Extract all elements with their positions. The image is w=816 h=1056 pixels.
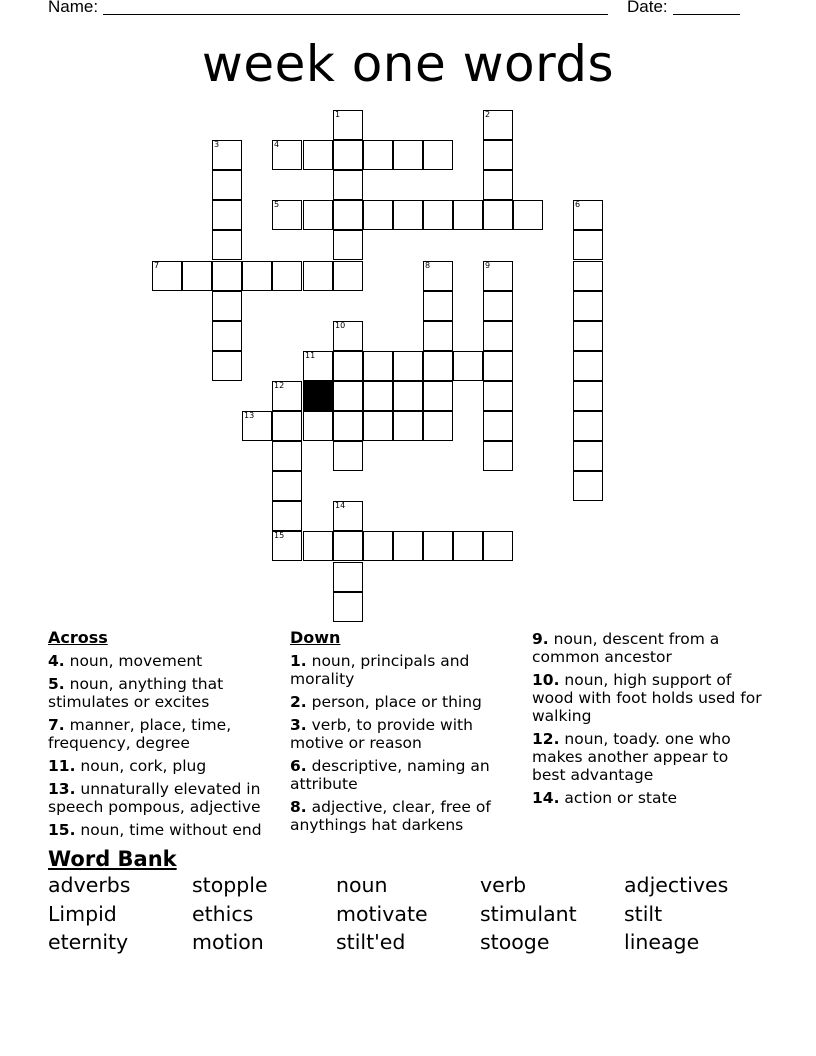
crossword-cell[interactable] <box>333 351 363 381</box>
crossword-cell[interactable] <box>483 200 513 230</box>
word-bank-word: adjectives <box>624 873 729 897</box>
cell-number: 7 <box>154 261 160 270</box>
crossword-cell[interactable] <box>483 381 513 411</box>
clue-number: 2. <box>290 693 307 711</box>
crossword-cell[interactable] <box>212 230 242 260</box>
crossword-cell[interactable] <box>272 411 302 441</box>
crossword-cell[interactable] <box>573 441 603 471</box>
crossword-cell[interactable] <box>423 411 453 441</box>
word-bank-word: motivate <box>336 901 428 926</box>
cell-number: 3 <box>214 140 220 149</box>
word-bank-word: verb <box>480 873 527 897</box>
clue-item <box>290 652 520 688</box>
crossword-cell[interactable] <box>333 200 363 230</box>
crossword-cell[interactable] <box>483 321 513 351</box>
crossword-cell[interactable] <box>453 200 483 230</box>
clue-text: unnaturally elevated in speech pompous, adjective <box>48 780 261 816</box>
clue-number: 12. <box>532 730 560 748</box>
clue-item <box>48 716 278 752</box>
crossword-cell[interactable] <box>333 261 363 291</box>
down-clues <box>290 628 520 839</box>
clue-text: noun, high support of wood with foot holds used for walking <box>532 671 762 725</box>
crossword-cell[interactable] <box>423 351 453 381</box>
crossword-cell[interactable] <box>483 110 513 140</box>
clue-text: noun, anything that stimulates or excites <box>48 675 224 711</box>
crossword-cell[interactable] <box>333 592 363 622</box>
clue-text: person, place or thing <box>306 693 482 711</box>
crossword-black-cell <box>303 381 333 411</box>
cell-number: 10 <box>335 321 346 330</box>
date-label: Date: <box>627 0 668 16</box>
clue-item <box>532 789 762 807</box>
cell-number: 1 <box>335 110 341 119</box>
cell-number: 12 <box>274 381 285 390</box>
down-heading: Down <box>290 628 341 647</box>
crossword-cell[interactable] <box>212 140 242 170</box>
crossword-cell[interactable] <box>303 140 333 170</box>
crossword-cell[interactable] <box>272 441 302 471</box>
crossword-cell[interactable] <box>573 291 603 321</box>
clue-number: 6. <box>290 757 307 775</box>
crossword-cell[interactable] <box>363 200 393 230</box>
clue-text: action or state <box>559 789 678 807</box>
crossword-cell[interactable] <box>453 351 483 381</box>
crossword-cell[interactable] <box>363 140 393 170</box>
crossword-cell[interactable] <box>423 140 453 170</box>
cell-number: 4 <box>274 140 280 149</box>
cell-number: 9 <box>485 261 491 270</box>
crossword-cell[interactable] <box>483 261 513 291</box>
clue-item <box>290 757 520 793</box>
clue-number: 13. <box>48 780 76 798</box>
clue-number: 14. <box>532 789 560 807</box>
crossword-cell[interactable] <box>483 351 513 381</box>
clue-item <box>48 757 278 775</box>
crossword-cell[interactable] <box>393 200 423 230</box>
clue-number: 11. <box>48 757 76 775</box>
crossword-cell[interactable] <box>333 230 363 260</box>
crossword-cell[interactable] <box>393 140 423 170</box>
clue-text: noun, time without end <box>75 821 262 839</box>
crossword-cell[interactable] <box>483 531 513 561</box>
crossword-cell[interactable] <box>272 261 302 291</box>
crossword-cell[interactable] <box>483 170 513 200</box>
crossword-cell[interactable] <box>423 200 453 230</box>
word-bank-word: noun <box>336 873 388 897</box>
clue-number: 7. <box>48 716 65 734</box>
crossword-cell[interactable] <box>333 321 363 351</box>
crossword-cell[interactable] <box>333 411 363 441</box>
crossword-cell[interactable] <box>272 471 302 501</box>
crossword-cell[interactable] <box>212 291 242 321</box>
clue-number: 1. <box>290 652 307 670</box>
crossword-cell[interactable] <box>333 110 363 140</box>
crossword-cell[interactable] <box>303 351 333 381</box>
crossword-cell[interactable] <box>573 261 603 291</box>
crossword-cell[interactable] <box>212 261 242 291</box>
clue-number: 15. <box>48 821 76 839</box>
crossword-cell[interactable] <box>573 200 603 230</box>
crossword-cell[interactable] <box>573 381 603 411</box>
clue-item <box>290 693 520 711</box>
clue-number: 10. <box>532 671 560 689</box>
crossword-cell[interactable] <box>423 381 453 411</box>
clue-text: verb, to provide with motive or reason <box>290 716 473 752</box>
cell-number: 8 <box>425 261 431 270</box>
crossword-cell[interactable] <box>513 200 543 230</box>
crossword-cell[interactable] <box>303 261 333 291</box>
crossword-cell[interactable] <box>423 321 453 351</box>
clue-text: noun, cork, plug <box>75 757 207 775</box>
clue-text: manner, place, time, frequency, degree <box>48 716 232 752</box>
crossword-cell[interactable] <box>423 291 453 321</box>
crossword-cell[interactable] <box>272 381 302 411</box>
crossword-cell[interactable] <box>363 351 393 381</box>
crossword-cell[interactable] <box>573 471 603 501</box>
cell-number: 15 <box>274 531 285 540</box>
crossword-cell[interactable] <box>333 381 363 411</box>
clue-item <box>48 675 278 711</box>
clue-item <box>48 821 278 839</box>
clue-text: descriptive, naming an attribute <box>290 757 490 793</box>
crossword-cell[interactable] <box>573 321 603 351</box>
cell-number: 2 <box>485 110 491 119</box>
crossword-cell[interactable] <box>483 291 513 321</box>
across-heading: Across <box>48 628 108 647</box>
word-bank-word: eternity <box>48 930 129 954</box>
crossword-cell[interactable] <box>272 140 302 170</box>
crossword-cell[interactable] <box>393 351 423 381</box>
clue-text: adjective, clear, free of anythings hat darkens <box>290 798 491 834</box>
name-label: Name: <box>48 0 99 16</box>
clue-number: 3. <box>290 716 307 734</box>
crossword-cell[interactable] <box>423 261 453 291</box>
cell-number: 14 <box>335 501 346 510</box>
clue-number: 5. <box>48 675 65 693</box>
crossword-cell[interactable] <box>303 411 333 441</box>
word-bank-word: stooge <box>480 930 550 954</box>
crossword-cell[interactable] <box>212 351 242 381</box>
clue-item <box>532 671 762 725</box>
crossword-cell[interactable] <box>363 411 393 441</box>
crossword-cell[interactable] <box>393 381 423 411</box>
cell-number: 11 <box>305 351 316 360</box>
crossword-cell[interactable] <box>152 261 182 291</box>
clue-item <box>532 730 762 784</box>
clue-number: 8. <box>290 798 307 816</box>
word-bank-word: adverbs <box>48 873 131 897</box>
crossword-cell[interactable] <box>242 411 272 441</box>
word-bank-word: stilt <box>624 901 663 926</box>
clue-text: noun, principals and morality <box>290 652 470 688</box>
crossword-cell[interactable] <box>333 501 363 531</box>
crossword-cell[interactable] <box>272 200 302 230</box>
word-bank-word: stopple <box>192 873 268 897</box>
cell-number: 5 <box>274 200 280 209</box>
crossword-cell[interactable] <box>303 200 333 230</box>
crossword-cell[interactable] <box>573 411 603 441</box>
clue-text: noun, descent from a common ancestor <box>532 630 720 666</box>
word-bank-word: motion <box>192 930 264 954</box>
crossword-cell[interactable] <box>333 531 363 561</box>
crossword-cell[interactable] <box>242 261 272 291</box>
crossword-cell[interactable] <box>483 140 513 170</box>
crossword-cell[interactable] <box>363 531 393 561</box>
clue-text: noun, toady. one who makes another appear to best advantage <box>532 730 731 784</box>
clue-item <box>532 630 762 666</box>
crossword-cell[interactable] <box>303 531 333 561</box>
crossword-cell[interactable] <box>393 531 423 561</box>
down-clues-continued <box>532 630 762 812</box>
crossword-cell[interactable] <box>423 531 453 561</box>
crossword-cell[interactable] <box>272 531 302 561</box>
crossword-cell[interactable] <box>212 200 242 230</box>
clue-item <box>48 780 278 816</box>
word-bank-heading: Word Bank <box>48 847 177 871</box>
clue-number: 9. <box>532 630 549 648</box>
clue-item <box>48 652 278 670</box>
across-clues <box>48 628 278 844</box>
crossword-cell[interactable] <box>212 321 242 351</box>
cell-number: 13 <box>244 411 255 420</box>
clue-number: 4. <box>48 652 65 670</box>
crossword-cell[interactable] <box>363 381 393 411</box>
crossword-cell[interactable] <box>333 562 363 592</box>
clue-text: noun, movement <box>64 652 203 670</box>
crossword-cell[interactable] <box>573 351 603 381</box>
word-bank-word: stimulant <box>480 901 577 926</box>
crossword-cell[interactable] <box>333 441 363 471</box>
page-title: week one words <box>201 35 615 93</box>
crossword-cell[interactable] <box>393 411 423 441</box>
word-bank-word: ethics <box>192 901 254 926</box>
clue-item <box>290 798 520 834</box>
word-bank-word: lineage <box>624 930 700 954</box>
cell-number: 6 <box>575 200 581 209</box>
clue-item <box>290 716 520 752</box>
crossword-cell[interactable] <box>272 501 302 531</box>
crossword-cell[interactable] <box>182 261 212 291</box>
word-bank-word: Limpid <box>48 901 117 926</box>
crossword-cell[interactable] <box>333 170 363 200</box>
crossword-cell[interactable] <box>483 411 513 441</box>
crossword-cell[interactable] <box>573 230 603 260</box>
crossword-cell[interactable] <box>212 170 242 200</box>
crossword-cell[interactable] <box>333 140 363 170</box>
word-bank-word: stilt'ed <box>336 930 406 954</box>
crossword-cell[interactable] <box>453 531 483 561</box>
crossword-cell[interactable] <box>483 441 513 471</box>
